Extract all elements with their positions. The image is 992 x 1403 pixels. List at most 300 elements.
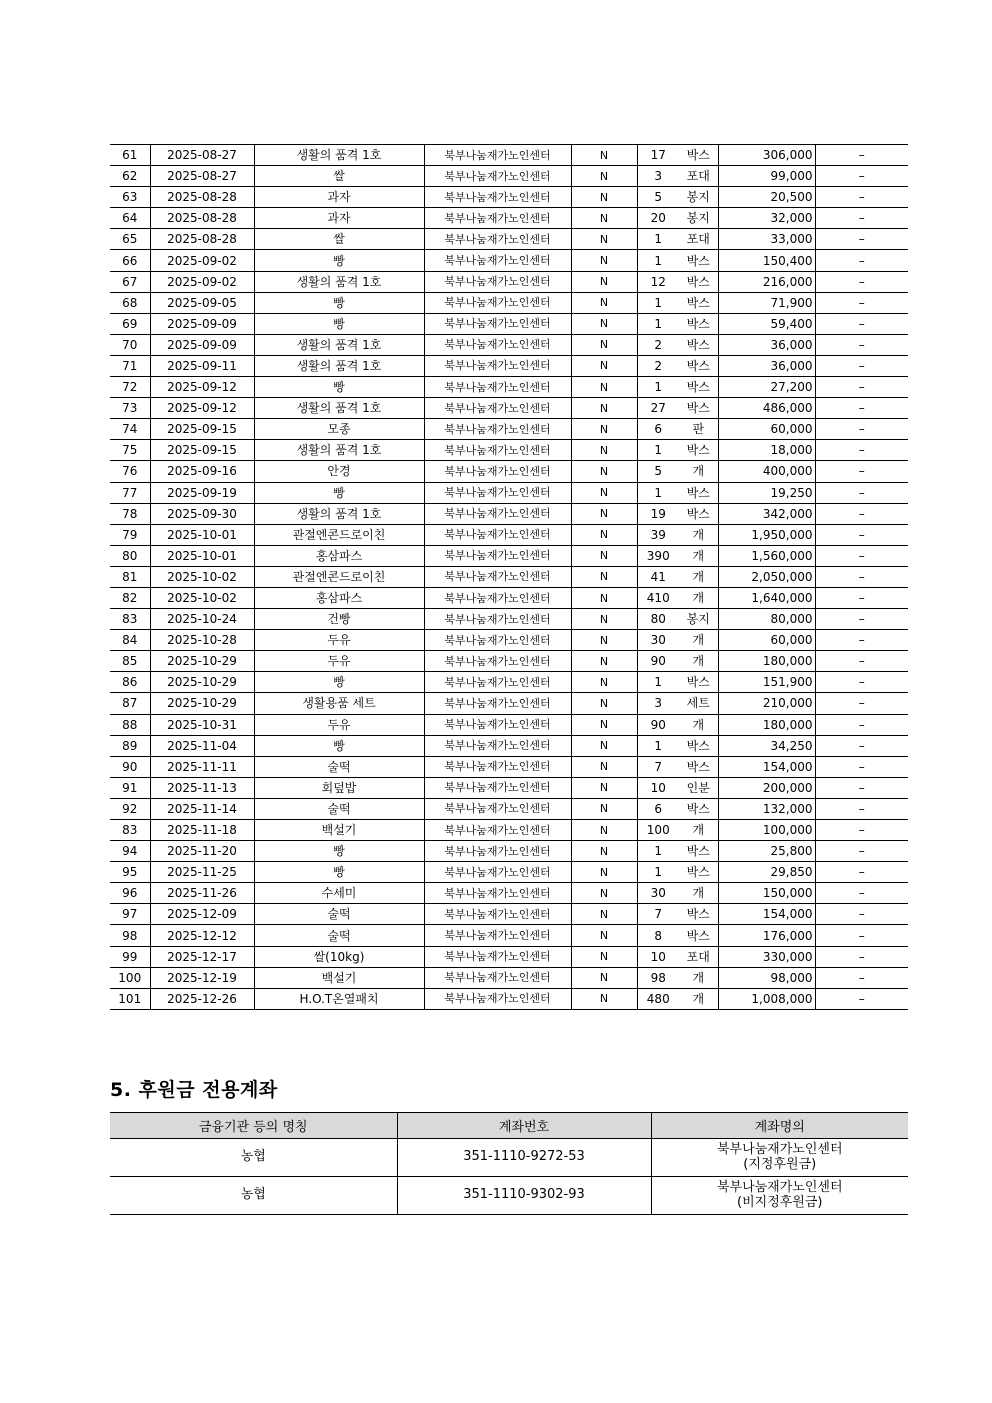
account-holder [651, 1177, 908, 1215]
account-table-header [110, 1113, 908, 1139]
row-unit: 개 [679, 651, 718, 672]
row-item-name: 생활의 품격 1호 [254, 503, 424, 524]
table-row [110, 313, 908, 334]
row-item-name: 생활의 품격 1호 [254, 145, 424, 166]
row-flag: N [571, 524, 637, 545]
row-unit: 판 [679, 419, 718, 440]
row-amount: 216,000 [718, 271, 815, 292]
row-flag: N [571, 988, 637, 1009]
row-recipient: 북부나눔재가노인센터 [424, 714, 571, 735]
row-number: 73 [110, 398, 150, 419]
account-holder-note: (비지정후원금) [737, 1194, 823, 1210]
row-note: – [815, 841, 908, 862]
row-date: 2025-10-02 [150, 587, 254, 608]
row-amount: 330,000 [718, 946, 815, 967]
row-amount: 180,000 [718, 651, 815, 672]
table-row [110, 587, 908, 608]
row-quantity: 2 [637, 355, 679, 376]
row-note: – [815, 883, 908, 904]
row-item-name: 관절엔콘드로이친 [254, 566, 424, 587]
row-item-name: 생활의 품격 1호 [254, 398, 424, 419]
row-recipient: 북부나눔재가노인센터 [424, 904, 571, 925]
row-date: 2025-10-29 [150, 693, 254, 714]
row-recipient: 북부나눔재가노인센터 [424, 820, 571, 841]
row-flag: N [571, 355, 637, 376]
row-unit: 박스 [679, 798, 718, 819]
table-row [110, 609, 908, 630]
row-date: 2025-11-25 [150, 862, 254, 883]
row-item-name: 백설기 [254, 967, 424, 988]
row-unit: 박스 [679, 756, 718, 777]
row-date: 2025-11-14 [150, 798, 254, 819]
row-number: 78 [110, 503, 150, 524]
row-number: 68 [110, 292, 150, 313]
row-flag: N [571, 166, 637, 187]
table-row [110, 355, 908, 376]
row-amount: 176,000 [718, 925, 815, 946]
row-number: 80 [110, 545, 150, 566]
row-unit: 박스 [679, 482, 718, 503]
row-number: 62 [110, 166, 150, 187]
table-row [110, 862, 908, 883]
row-quantity: 20 [637, 208, 679, 229]
row-number: 81 [110, 566, 150, 587]
table-row [110, 777, 908, 798]
row-number: 83 [110, 820, 150, 841]
row-amount: 80,000 [718, 609, 815, 630]
row-number: 82 [110, 587, 150, 608]
row-date: 2025-09-12 [150, 398, 254, 419]
row-amount: 200,000 [718, 777, 815, 798]
row-unit: 박스 [679, 334, 718, 355]
row-recipient: 북부나눔재가노인센터 [424, 609, 571, 630]
row-flag: N [571, 862, 637, 883]
row-date: 2025-12-12 [150, 925, 254, 946]
row-recipient: 북부나눔재가노인센터 [424, 503, 571, 524]
row-quantity: 30 [637, 630, 679, 651]
table-row [110, 925, 908, 946]
row-date: 2025-12-19 [150, 967, 254, 988]
row-quantity: 390 [637, 545, 679, 566]
row-unit: 봉지 [679, 187, 718, 208]
row-note: – [815, 440, 908, 461]
row-quantity: 8 [637, 925, 679, 946]
row-number: 83 [110, 609, 150, 630]
row-quantity: 30 [637, 883, 679, 904]
row-quantity: 1 [637, 229, 679, 250]
row-recipient: 북부나눔재가노인센터 [424, 672, 571, 693]
row-note: – [815, 334, 908, 355]
row-note: – [815, 820, 908, 841]
row-recipient: 북부나눔재가노인센터 [424, 229, 571, 250]
account-row [110, 1177, 908, 1215]
table-row [110, 503, 908, 524]
row-note: – [815, 967, 908, 988]
table-row [110, 377, 908, 398]
row-note: – [815, 904, 908, 925]
row-flag: N [571, 208, 637, 229]
row-quantity: 39 [637, 524, 679, 545]
row-note: – [815, 925, 908, 946]
row-flag: N [571, 735, 637, 756]
row-number: 70 [110, 334, 150, 355]
row-flag: N [571, 714, 637, 735]
row-date: 2025-12-09 [150, 904, 254, 925]
row-number: 94 [110, 841, 150, 862]
account-holder-name: 북부나눔재가노인센터 [716, 1141, 843, 1157]
row-unit: 세트 [679, 693, 718, 714]
row-number: 79 [110, 524, 150, 545]
row-number: 87 [110, 693, 150, 714]
row-unit: 박스 [679, 440, 718, 461]
row-note: – [815, 630, 908, 651]
row-quantity: 1 [637, 250, 679, 271]
row-amount: 1,640,000 [718, 587, 815, 608]
row-amount: 1,950,000 [718, 524, 815, 545]
row-date: 2025-10-24 [150, 609, 254, 630]
row-unit: 개 [679, 587, 718, 608]
row-item-name: 술떡 [254, 904, 424, 925]
row-item-name: 생활의 품격 1호 [254, 271, 424, 292]
row-number: 101 [110, 988, 150, 1009]
row-note: – [815, 693, 908, 714]
row-date: 2025-09-11 [150, 355, 254, 376]
row-number: 74 [110, 419, 150, 440]
row-item-name: 모종 [254, 419, 424, 440]
row-amount: 19,250 [718, 482, 815, 503]
row-amount: 154,000 [718, 756, 815, 777]
row-number: 95 [110, 862, 150, 883]
row-quantity: 5 [637, 187, 679, 208]
row-quantity: 6 [637, 798, 679, 819]
row-amount: 1,560,000 [718, 545, 815, 566]
row-quantity: 10 [637, 946, 679, 967]
row-quantity: 1 [637, 735, 679, 756]
row-amount: 36,000 [718, 355, 815, 376]
row-note: – [815, 355, 908, 376]
row-recipient: 북부나눔재가노인센터 [424, 292, 571, 313]
row-flag: N [571, 798, 637, 819]
row-unit: 포대 [679, 166, 718, 187]
row-flag: N [571, 946, 637, 967]
table-row [110, 398, 908, 419]
table-row [110, 672, 908, 693]
row-date: 2025-09-15 [150, 440, 254, 461]
row-unit: 개 [679, 461, 718, 482]
row-flag: N [571, 334, 637, 355]
row-number: 63 [110, 187, 150, 208]
row-flag: N [571, 756, 637, 777]
row-amount: 2,050,000 [718, 566, 815, 587]
row-flag: N [571, 503, 637, 524]
table-row [110, 841, 908, 862]
row-number: 99 [110, 946, 150, 967]
row-item-name: 쌀 [254, 166, 424, 187]
donation-items-table [110, 144, 908, 1010]
row-flag: N [571, 461, 637, 482]
row-quantity: 7 [637, 904, 679, 925]
table-row [110, 693, 908, 714]
row-number: 61 [110, 145, 150, 166]
row-flag: N [571, 883, 637, 904]
row-item-name: 술떡 [254, 798, 424, 819]
row-unit: 박스 [679, 672, 718, 693]
row-note: – [815, 271, 908, 292]
row-quantity: 3 [637, 166, 679, 187]
row-number: 84 [110, 630, 150, 651]
row-unit: 박스 [679, 292, 718, 313]
row-amount: 210,000 [718, 693, 815, 714]
bank-name: 농협 [110, 1139, 397, 1177]
row-note: – [815, 503, 908, 524]
row-item-name: 생활용품 세트 [254, 693, 424, 714]
table-row [110, 566, 908, 587]
row-flag: N [571, 482, 637, 503]
row-flag: N [571, 651, 637, 672]
row-recipient: 북부나눔재가노인센터 [424, 798, 571, 819]
row-quantity: 90 [637, 714, 679, 735]
row-note: – [815, 208, 908, 229]
row-date: 2025-08-28 [150, 208, 254, 229]
table-row [110, 651, 908, 672]
row-note: – [815, 988, 908, 1009]
row-date: 2025-09-15 [150, 419, 254, 440]
row-number: 97 [110, 904, 150, 925]
row-date: 2025-08-28 [150, 187, 254, 208]
row-recipient: 북부나눔재가노인센터 [424, 419, 571, 440]
row-note: – [815, 145, 908, 166]
header-account-number: 계좌번호 [397, 1113, 651, 1139]
row-quantity: 41 [637, 566, 679, 587]
row-quantity: 12 [637, 271, 679, 292]
row-amount: 1,008,000 [718, 988, 815, 1009]
row-note: – [815, 777, 908, 798]
row-note: – [815, 398, 908, 419]
row-item-name: 빵 [254, 313, 424, 334]
row-date: 2025-09-12 [150, 377, 254, 398]
row-item-name: 건빵 [254, 609, 424, 630]
row-number: 86 [110, 672, 150, 693]
row-amount: 71,900 [718, 292, 815, 313]
table-row [110, 145, 908, 166]
row-unit: 박스 [679, 862, 718, 883]
table-row [110, 461, 908, 482]
row-amount: 180,000 [718, 714, 815, 735]
row-flag: N [571, 187, 637, 208]
bank-name: 농협 [110, 1177, 397, 1215]
row-recipient: 북부나눔재가노인센터 [424, 925, 571, 946]
row-item-name: 술떡 [254, 925, 424, 946]
header-account-holder: 계좌명의 [651, 1113, 908, 1139]
row-quantity: 17 [637, 145, 679, 166]
row-number: 75 [110, 440, 150, 461]
row-flag: N [571, 609, 637, 630]
row-date: 2025-09-09 [150, 334, 254, 355]
row-date: 2025-10-31 [150, 714, 254, 735]
row-recipient: 북부나눔재가노인센터 [424, 250, 571, 271]
row-number: 92 [110, 798, 150, 819]
row-number: 91 [110, 777, 150, 798]
row-date: 2025-12-17 [150, 946, 254, 967]
table-row [110, 292, 908, 313]
row-date: 2025-11-11 [150, 756, 254, 777]
row-item-name: 과자 [254, 208, 424, 229]
row-flag: N [571, 545, 637, 566]
row-amount: 154,000 [718, 904, 815, 925]
row-amount: 33,000 [718, 229, 815, 250]
row-unit: 개 [679, 967, 718, 988]
row-flag: N [571, 630, 637, 651]
row-date: 2025-09-02 [150, 271, 254, 292]
row-amount: 150,000 [718, 883, 815, 904]
row-recipient: 북부나눔재가노인센터 [424, 482, 571, 503]
row-amount: 306,000 [718, 145, 815, 166]
table-row [110, 419, 908, 440]
row-date: 2025-10-28 [150, 630, 254, 651]
row-unit: 개 [679, 714, 718, 735]
row-amount: 150,400 [718, 250, 815, 271]
table-row [110, 798, 908, 819]
row-item-name: 안경 [254, 461, 424, 482]
row-quantity: 410 [637, 587, 679, 608]
row-amount: 29,850 [718, 862, 815, 883]
row-recipient: 북부나눔재가노인센터 [424, 377, 571, 398]
row-unit: 개 [679, 820, 718, 841]
row-recipient: 북부나눔재가노인센터 [424, 187, 571, 208]
row-date: 2025-09-09 [150, 313, 254, 334]
row-number: 85 [110, 651, 150, 672]
row-unit: 박스 [679, 925, 718, 946]
row-amount: 151,900 [718, 672, 815, 693]
row-recipient: 북부나눔재가노인센터 [424, 271, 571, 292]
table-row [110, 820, 908, 841]
row-recipient: 북부나눔재가노인센터 [424, 208, 571, 229]
row-unit: 박스 [679, 313, 718, 334]
row-item-name: 빵 [254, 862, 424, 883]
account-holder [651, 1139, 908, 1177]
row-quantity: 10 [637, 777, 679, 798]
row-number: 64 [110, 208, 150, 229]
row-item-name: 빵 [254, 377, 424, 398]
row-number: 100 [110, 967, 150, 988]
account-row [110, 1139, 908, 1177]
row-date: 2025-10-01 [150, 545, 254, 566]
row-item-name: 홍삼파스 [254, 545, 424, 566]
row-flag: N [571, 419, 637, 440]
row-recipient: 북부나눔재가노인센터 [424, 777, 571, 798]
row-amount: 32,000 [718, 208, 815, 229]
row-note: – [815, 313, 908, 334]
table-row [110, 967, 908, 988]
row-date: 2025-09-16 [150, 461, 254, 482]
table-row [110, 482, 908, 503]
row-recipient: 북부나눔재가노인센터 [424, 967, 571, 988]
row-date: 2025-11-26 [150, 883, 254, 904]
row-note: – [815, 377, 908, 398]
row-quantity: 480 [637, 988, 679, 1009]
table-row [110, 229, 908, 250]
row-recipient: 북부나눔재가노인센터 [424, 461, 571, 482]
row-amount: 132,000 [718, 798, 815, 819]
row-item-name: 쌀(10kg) [254, 946, 424, 967]
row-flag: N [571, 587, 637, 608]
donation-account-table [110, 1112, 908, 1215]
header-bank-name: 금융기관 등의 명칭 [110, 1113, 397, 1139]
row-recipient: 북부나눔재가노인센터 [424, 735, 571, 756]
table-row [110, 630, 908, 651]
row-recipient: 북부나눔재가노인센터 [424, 524, 571, 545]
row-recipient: 북부나눔재가노인센터 [424, 651, 571, 672]
row-number: 71 [110, 355, 150, 376]
row-recipient: 북부나눔재가노인센터 [424, 862, 571, 883]
row-quantity: 100 [637, 820, 679, 841]
row-quantity: 6 [637, 419, 679, 440]
row-item-name: 빵 [254, 250, 424, 271]
row-date: 2025-10-29 [150, 672, 254, 693]
row-amount: 59,400 [718, 313, 815, 334]
table-row [110, 883, 908, 904]
table-row [110, 166, 908, 187]
row-item-name: 회덮밥 [254, 777, 424, 798]
row-date: 2025-11-04 [150, 735, 254, 756]
row-item-name: 홍삼파스 [254, 587, 424, 608]
row-unit: 개 [679, 566, 718, 587]
row-flag: N [571, 377, 637, 398]
row-note: – [815, 798, 908, 819]
row-flag: N [571, 398, 637, 419]
account-number: 351-1110-9302-93 [397, 1177, 651, 1215]
row-quantity: 80 [637, 609, 679, 630]
row-unit: 개 [679, 883, 718, 904]
row-date: 2025-11-13 [150, 777, 254, 798]
table-row [110, 334, 908, 355]
table-row [110, 250, 908, 271]
row-item-name: 생활의 품격 1호 [254, 440, 424, 461]
row-recipient: 북부나눔재가노인센터 [424, 545, 571, 566]
row-note: – [815, 651, 908, 672]
row-flag: N [571, 967, 637, 988]
row-quantity: 3 [637, 693, 679, 714]
row-amount: 60,000 [718, 630, 815, 651]
row-quantity: 1 [637, 862, 679, 883]
row-date: 2025-11-18 [150, 820, 254, 841]
row-unit: 박스 [679, 145, 718, 166]
row-unit: 개 [679, 545, 718, 566]
table-row [110, 187, 908, 208]
row-note: – [815, 714, 908, 735]
row-note: – [815, 735, 908, 756]
table-row [110, 904, 908, 925]
row-amount: 34,250 [718, 735, 815, 756]
row-quantity: 27 [637, 398, 679, 419]
row-note: – [815, 229, 908, 250]
section-title: 5. 후원금 전용계좌 [110, 1079, 278, 1101]
row-unit: 개 [679, 988, 718, 1009]
table-row [110, 271, 908, 292]
row-note: – [815, 461, 908, 482]
row-note: – [815, 566, 908, 587]
row-note: – [815, 756, 908, 777]
row-flag: N [571, 145, 637, 166]
row-date: 2025-10-02 [150, 566, 254, 587]
row-flag: N [571, 925, 637, 946]
row-amount: 486,000 [718, 398, 815, 419]
row-note: – [815, 250, 908, 271]
row-unit: 박스 [679, 398, 718, 419]
row-item-name: 빵 [254, 482, 424, 503]
row-flag: N [571, 841, 637, 862]
row-recipient: 북부나눔재가노인센터 [424, 145, 571, 166]
